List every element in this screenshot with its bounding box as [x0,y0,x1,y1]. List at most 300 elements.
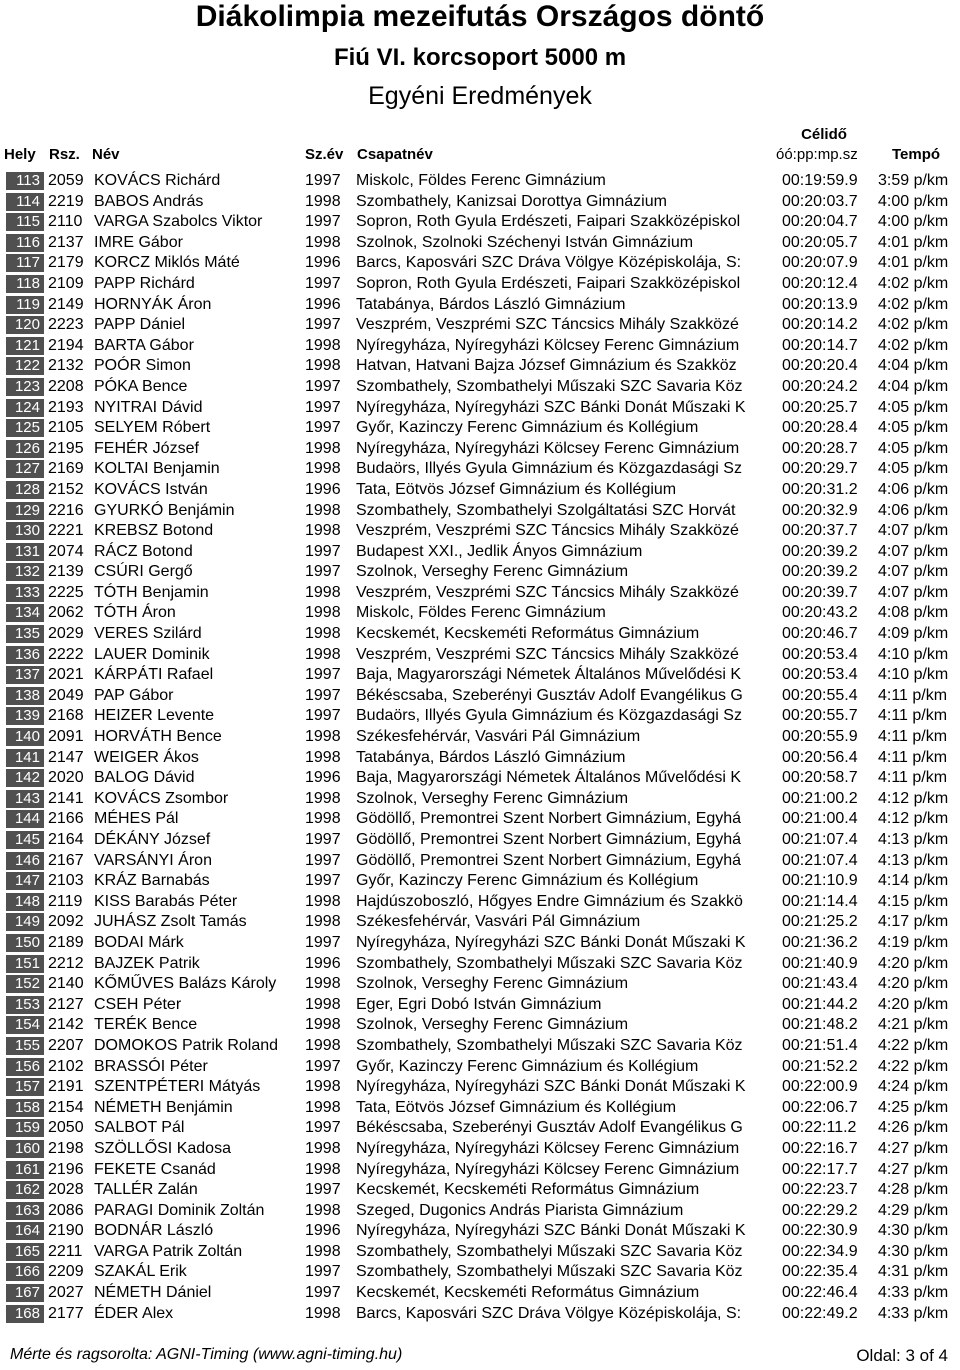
rank-badge: 117 [6,254,44,272]
rank-badge: 139 [6,707,44,725]
pace: 4:10 p/km [878,645,949,663]
rank-badge: 154 [6,1016,44,1034]
athlete-name: POÓR Simon [94,357,191,375]
birth-year: 1998 [305,1098,341,1116]
table-row [6,1139,956,1160]
birth-year: 1998 [305,810,341,828]
finish-time: 00:20:03.7 [782,192,858,210]
table-row [6,686,956,707]
col-celido-unit: óó:pp:mp.sz [776,146,858,163]
table-row [6,562,956,583]
athlete-name: VERES Szilárd [94,625,202,643]
athlete-name: KOVÁCS Richárd [94,172,221,189]
athlete-name: HORVÁTH Bence [94,728,222,746]
pace: 4:17 p/km [878,913,949,931]
pace: 4:14 p/km [878,872,949,890]
birth-year: 1997 [305,1181,341,1199]
rank-badge: 141 [6,749,44,767]
birth-year: 1998 [305,728,341,746]
athlete-name: IMRE Gábor [94,233,183,251]
pace: 4:19 p/km [878,933,949,951]
birth-year: 1998 [305,913,341,931]
bib-number: 2198 [48,1139,84,1157]
table-row [6,192,956,213]
team-name: Veszprém, Veszprémi SZC Táncsics Mihály Szakközé [356,316,739,334]
bib-number: 2050 [48,1119,84,1137]
rank-badge: 135 [6,625,44,643]
rank-badge: 120 [6,316,44,334]
bib-number: 2179 [48,254,84,272]
team-name: Békéscsaba, Szeberényi Gusztáv Adolf Evangélikus G [356,686,743,704]
rank-badge: 129 [6,502,44,520]
rank-badge: 159 [6,1119,44,1137]
finish-time: 00:21:14.4 [782,892,858,910]
team-name: Szolnok, Szolnoki Széchenyi István Gimnázium [356,233,694,251]
bib-number: 2223 [48,316,84,334]
pace: 4:05 p/km [878,398,949,416]
pace: 4:26 p/km [878,1119,949,1137]
table-row [6,933,956,954]
finish-time: 00:20:56.4 [782,748,858,766]
table-row [6,1077,956,1098]
team-name: Szolnok, Verseghy Ferenc Gimnázium [356,563,629,581]
birth-year: 1998 [305,975,341,993]
page-title: Diákolimpia mezeifutás Országos döntő [195,0,765,33]
finish-time: 00:22:49.2 [782,1304,858,1322]
bib-number: 2166 [48,810,84,828]
col-csapat-header: Csapatnév [357,146,433,163]
athlete-name: KORCZ Miklós Máté [94,254,240,272]
athlete-name: ÉDER Alex [94,1304,174,1322]
bib-number: 2149 [48,295,84,313]
bib-number: 2137 [48,233,84,251]
bib-number: 2132 [48,357,84,375]
rank-badge: 114 [6,193,44,211]
pace: 4:10 p/km [878,666,949,684]
team-name: Győr, Kazinczy Ferenc Gimnázium és Kollégium [356,1057,699,1075]
athlete-name: KOLTAI Benjamin [94,460,220,478]
table-row [6,521,956,542]
team-name: Nyíregyháza, Nyíregyházi Kölcsey Ferenc Gimnázium [356,1139,740,1157]
rank-badge: 162 [6,1181,44,1199]
bib-number: 2062 [48,604,84,622]
pace: 4:07 p/km [878,583,949,601]
section-title: Egyéni Eredmények [368,82,592,110]
bib-number: 2221 [48,522,84,540]
bib-number: 2152 [48,480,84,498]
team-name: Hatvan, Hatvani Bajza József Gimnázium és Szakköz [356,357,737,375]
pace: 4:27 p/km [878,1139,949,1157]
rank-badge: 148 [6,893,44,911]
table-row [6,1283,956,1304]
table-row [6,789,956,810]
finish-time: 00:20:39.7 [782,583,858,601]
pace: 4:06 p/km [878,480,949,498]
pace: 4:13 p/km [878,831,949,848]
bib-number: 2105 [48,419,84,437]
pace: 4:22 p/km [878,1036,949,1054]
birth-year: 1998 [305,645,341,663]
rank-badge: 138 [6,687,44,705]
table-row [6,233,956,254]
team-name: Veszprém, Veszprémi SZC Táncsics Mihály Szakközé [356,583,739,601]
table-row [6,459,956,480]
pace: 4:20 p/km [878,975,949,993]
birth-year: 1998 [305,583,341,601]
team-name: Szolnok, Verseghy Ferenc Gimnázium [356,789,629,807]
team-name: Eger, Egri Dobó István Gimnázium [356,995,602,1013]
pace: 4:11 p/km [878,728,948,746]
bib-number: 2142 [48,1016,84,1034]
athlete-name: PAP Gábor [94,686,174,704]
table-row [6,851,956,872]
rank-badge: 168 [6,1305,44,1323]
birth-year: 1998 [305,460,341,478]
athlete-name: HEIZER Levente [94,707,215,725]
table-row [6,439,956,460]
team-name: Veszprém, Veszprémi SZC Táncsics Mihály Szakközé [356,645,739,663]
athlete-name: GYURKÓ Benjámin [94,501,235,519]
rank-badge: 143 [6,790,44,808]
pace: 4:02 p/km [878,274,949,292]
birth-year: 1997 [305,686,341,704]
athlete-name: VARGA Szabolcs Viktor [94,213,263,231]
athlete-name: PÓKA Bence [94,377,188,395]
team-name: Miskolc, Földes Ferenc Gimnázium [356,172,606,189]
team-name: Miskolc, Földes Ferenc Gimnázium [356,604,606,622]
finish-time: 00:21:51.4 [782,1036,858,1054]
table-row [6,809,956,830]
bib-number: 2216 [48,501,84,519]
rank-badge: 156 [6,1058,44,1076]
birth-year: 1998 [305,1016,341,1034]
col-celido-header: Célidő [801,126,847,143]
bib-number: 2139 [48,563,84,581]
finish-time: 00:21:07.4 [782,851,858,869]
pace: 4:05 p/km [878,419,949,437]
pace: 4:31 p/km [878,1263,949,1281]
bib-number: 2211 [48,1242,83,1260]
birth-year: 1998 [305,1160,341,1178]
team-name: Nyíregyháza, Nyíregyházi Kölcsey Ferenc Gimnázium [356,336,740,354]
finish-time: 00:21:07.4 [782,831,858,848]
athlete-name: WEIGER Ákos [94,748,199,766]
table-row [6,274,956,295]
bib-number: 2141 [48,789,84,807]
team-name: Tatabánya, Bárdos László Gimnázium [356,295,626,313]
birth-year: 1998 [305,336,341,354]
team-name: Tatabánya, Bárdos László Gimnázium [356,748,626,766]
athlete-name: BODAI Márk [94,933,184,951]
finish-time: 00:19:59.9 [782,172,858,189]
birth-year: 1998 [305,1139,341,1157]
finish-time: 00:22:23.7 [782,1181,858,1199]
athlete-name: DOMOKOS Patrik Roland [94,1036,279,1054]
rank-badge: 123 [6,378,44,396]
table-row [6,212,956,233]
table-row [6,542,956,563]
bib-number: 2222 [48,645,84,663]
rank-badge: 146 [6,852,44,870]
pace: 4:20 p/km [878,995,949,1013]
athlete-name: KRÁZ Barnabás [94,872,210,890]
pace: 4:33 p/km [878,1304,949,1322]
birth-year: 1996 [305,254,341,272]
finish-time: 00:21:52.2 [782,1057,858,1075]
birth-year: 1998 [305,192,341,210]
finish-time: 00:21:44.2 [782,995,858,1013]
team-name: Kecskemét, Kecskeméti Református Gimnázium [356,625,700,643]
team-name: Tata, Eötvös József Gimnázium és Kollégium [356,1098,677,1116]
col-szev-header: Sz.év [305,146,344,163]
birth-year: 1998 [305,1078,341,1096]
bib-number: 2190 [48,1222,84,1240]
pace: 4:09 p/km [878,625,949,643]
birth-year: 1997 [305,172,341,189]
pace: 4:29 p/km [878,1201,949,1219]
table-row [6,377,956,398]
rank-badge: 131 [6,543,44,561]
athlete-name: TERÉK Bence [94,1016,198,1034]
pace: 4:12 p/km [878,789,949,807]
table-row [6,398,956,419]
table-row [6,1180,956,1201]
athlete-name: BALOG Dávid [94,769,195,787]
table-row [6,418,956,439]
finish-time: 00:20:29.7 [782,460,858,478]
team-name: Budapest XXI., Jedlik Ányos Gimnázium [356,542,643,560]
table-row [6,1221,956,1242]
finish-time: 00:20:25.7 [782,398,858,416]
pace: 3:59 p/km [878,172,949,189]
table-row [6,480,956,501]
team-name: Kecskemét, Kecskeméti Református Gimnázium [356,1284,700,1302]
team-name: Szombathely, Kanizsai Dorottya Gimnázium [356,192,667,210]
finish-time: 00:20:55.9 [782,728,858,746]
rank-badge: 163 [6,1202,44,1220]
bib-number: 2103 [48,872,84,890]
finish-time: 00:20:12.4 [782,274,858,292]
athlete-name: DÉKÁNY József [94,831,211,848]
finish-time: 00:21:36.2 [782,933,858,951]
bib-number: 2059 [48,172,84,189]
athlete-name: BODNÁR László [94,1222,214,1240]
bib-number: 2168 [48,707,84,725]
table-row [6,1098,956,1119]
table-row [6,356,956,377]
finish-time: 00:20:39.2 [782,542,858,560]
team-name: Kecskemét, Kecskeméti Református Gimnázium [356,1181,700,1199]
finish-time: 00:22:29.2 [782,1201,858,1219]
pace: 4:11 p/km [878,769,948,787]
bib-number: 2191 [48,1078,84,1096]
pace: 4:20 p/km [878,954,949,972]
athlete-name: KREBSZ Botond [94,522,214,540]
rank-badge: 116 [6,234,44,252]
page-number: Oldal: 3 of 4 [856,1346,948,1365]
rank-badge: 160 [6,1140,44,1158]
team-name: Gödöllő, Premontrei Szent Norbert Gimnázium, Egyhá [356,810,742,828]
table-row [6,768,956,789]
birth-year: 1998 [305,357,341,375]
birth-year: 1997 [305,1263,341,1281]
rank-badge: 140 [6,728,44,746]
finish-time: 00:21:00.4 [782,810,858,828]
pace: 4:07 p/km [878,522,949,540]
birth-year: 1997 [305,933,341,951]
bib-number: 2164 [48,831,84,848]
pace: 4:02 p/km [878,295,949,313]
team-name: Szombathely, Szombathelyi Műszaki SZC Savaria Köz [356,1036,743,1054]
athlete-name: VARGA Patrik Zoltán [94,1242,243,1260]
team-name: Gödöllő, Premontrei Szent Norbert Gimnázium, Egyhá [356,831,742,848]
birth-year: 1997 [305,316,341,334]
rank-badge: 126 [6,440,44,458]
finish-time: 00:20:46.7 [782,625,858,643]
rank-badge: 155 [6,1037,44,1055]
table-row [6,583,956,604]
birth-year: 1997 [305,707,341,725]
pace: 4:07 p/km [878,563,949,581]
table-row [6,727,956,748]
table-row [6,501,956,522]
finish-time: 00:20:55.7 [782,707,858,725]
table-row [6,974,956,995]
team-name: Nyíregyháza, Nyíregyházi SZC Bánki Donát Műszaki K [356,398,746,416]
pace: 4:30 p/km [878,1242,949,1260]
athlete-name: LAUER Dominik [94,645,210,663]
table-row [6,295,956,316]
bib-number: 2212 [48,954,84,972]
finish-time: 00:20:53.4 [782,666,858,684]
bib-number: 2110 [48,213,83,231]
finish-time: 00:22:46.4 [782,1284,858,1302]
table-row [6,995,956,1016]
col-rsz-header: Rsz. [49,146,80,163]
rank-badge: 153 [6,996,44,1014]
bib-number: 2140 [48,975,84,993]
pace: 4:22 p/km [878,1057,949,1075]
finish-time: 00:21:10.9 [782,872,858,890]
team-name: Nyíregyháza, Nyíregyházi SZC Bánki Donát Műszaki K [356,933,746,951]
birth-year: 1997 [305,213,341,231]
rank-badge: 150 [6,934,44,952]
team-name: Gödöllő, Premontrei Szent Norbert Gimnázium, Egyhá [356,851,742,869]
athlete-name: VARSÁNYI Áron [94,851,212,869]
bib-number: 2167 [48,851,84,869]
table-row [6,830,956,851]
table-row [6,892,956,913]
pace: 4:13 p/km [878,851,949,869]
footer-credit: Mérte és ragsorolta: AGNI-Timing (www.agni-timing.hu) [10,1346,403,1363]
athlete-name: PAPP Dániel [94,316,186,334]
birth-year: 1998 [305,748,341,766]
pace: 4:02 p/km [878,316,949,334]
team-name: Veszprém, Veszprémi SZC Táncsics Mihály Szakközé [356,522,739,540]
team-name: Békéscsaba, Szeberényi Gusztáv Adolf Evangélikus G [356,1119,743,1137]
pace: 4:24 p/km [878,1078,949,1096]
table-row [6,665,956,686]
team-name: Nyíregyháza, Nyíregyházi Kölcsey Ferenc Gimnázium [356,1160,740,1178]
finish-time: 00:20:31.2 [782,480,858,498]
bib-number: 2028 [48,1181,84,1199]
athlete-name: KŐMŰVES Balázs Károly [94,975,277,993]
birth-year: 1998 [305,501,341,519]
pace: 4:33 p/km [878,1284,949,1302]
table-row [6,1057,956,1078]
athlete-name: NÉMETH Dániel [94,1284,212,1302]
finish-time: 00:22:16.7 [782,1139,858,1157]
birth-year: 1998 [305,892,341,910]
bib-number: 2219 [48,192,84,210]
page-subtitle: Fiú VI. korcsoport 5000 m [333,44,627,71]
rank-badge: 130 [6,522,44,540]
athlete-name: CSÚRI Gergő [94,563,193,581]
birth-year: 1997 [305,1119,341,1137]
team-name: Szolnok, Verseghy Ferenc Gimnázium [356,1016,629,1034]
bib-number: 2208 [48,377,84,395]
table-row [6,603,956,624]
finish-time: 00:20:39.2 [782,563,858,581]
table-row [6,1160,956,1181]
pace: 4:11 p/km [878,707,948,725]
athlete-name: BABOS András [94,192,204,210]
team-name: Sopron, Roth Gyula Erdészeti, Faipari Szakközépiskol [356,213,741,231]
athlete-name: SALBOT Pál [94,1119,185,1137]
athlete-name: BARTA Gábor [94,336,194,354]
bib-number: 2074 [48,542,84,560]
pace: 4:04 p/km [878,357,949,375]
bib-number: 2021 [48,666,84,684]
team-name: Budaörs, Illyés Gyula Gimnázium és Közgazdasági Sz [356,707,742,725]
rank-badge: 118 [6,275,44,293]
rank-badge: 164 [6,1222,44,1240]
bib-number: 2193 [48,398,84,416]
rank-badge: 115 [6,213,44,231]
rank-badge: 151 [6,955,44,973]
table-row [6,912,956,933]
birth-year: 1996 [305,1222,341,1240]
finish-time: 00:20:32.9 [782,501,858,519]
pace: 4:00 p/km [878,192,949,210]
bib-number: 2091 [48,728,84,746]
athlete-name: SELYEM Róbert [94,419,211,437]
rank-badge: 127 [6,460,44,478]
pace: 4:11 p/km [878,748,948,766]
pace: 4:12 p/km [878,810,949,828]
finish-time: 00:22:35.4 [782,1263,858,1281]
table-row [6,315,956,336]
bib-number: 2086 [48,1201,84,1219]
finish-time: 00:21:00.2 [782,789,858,807]
birth-year: 1997 [305,377,341,395]
athlete-name: KOVÁCS István [94,480,208,498]
team-name: Baja, Magyarországi Németek Általános Művelődési K [356,666,742,684]
table-row [6,253,956,274]
birth-year: 1996 [305,480,341,498]
rank-badge: 165 [6,1243,44,1261]
rank-badge: 144 [6,810,44,828]
finish-time: 00:22:17.7 [782,1160,858,1178]
bib-number: 2207 [48,1036,84,1054]
pace: 4:02 p/km [878,336,949,354]
table-row [6,1201,956,1222]
finish-time: 00:22:06.7 [782,1098,858,1116]
rank-badge: 122 [6,357,44,375]
finish-time: 00:21:48.2 [782,1016,858,1034]
birth-year: 1998 [305,1201,341,1219]
pace: 4:05 p/km [878,439,949,457]
